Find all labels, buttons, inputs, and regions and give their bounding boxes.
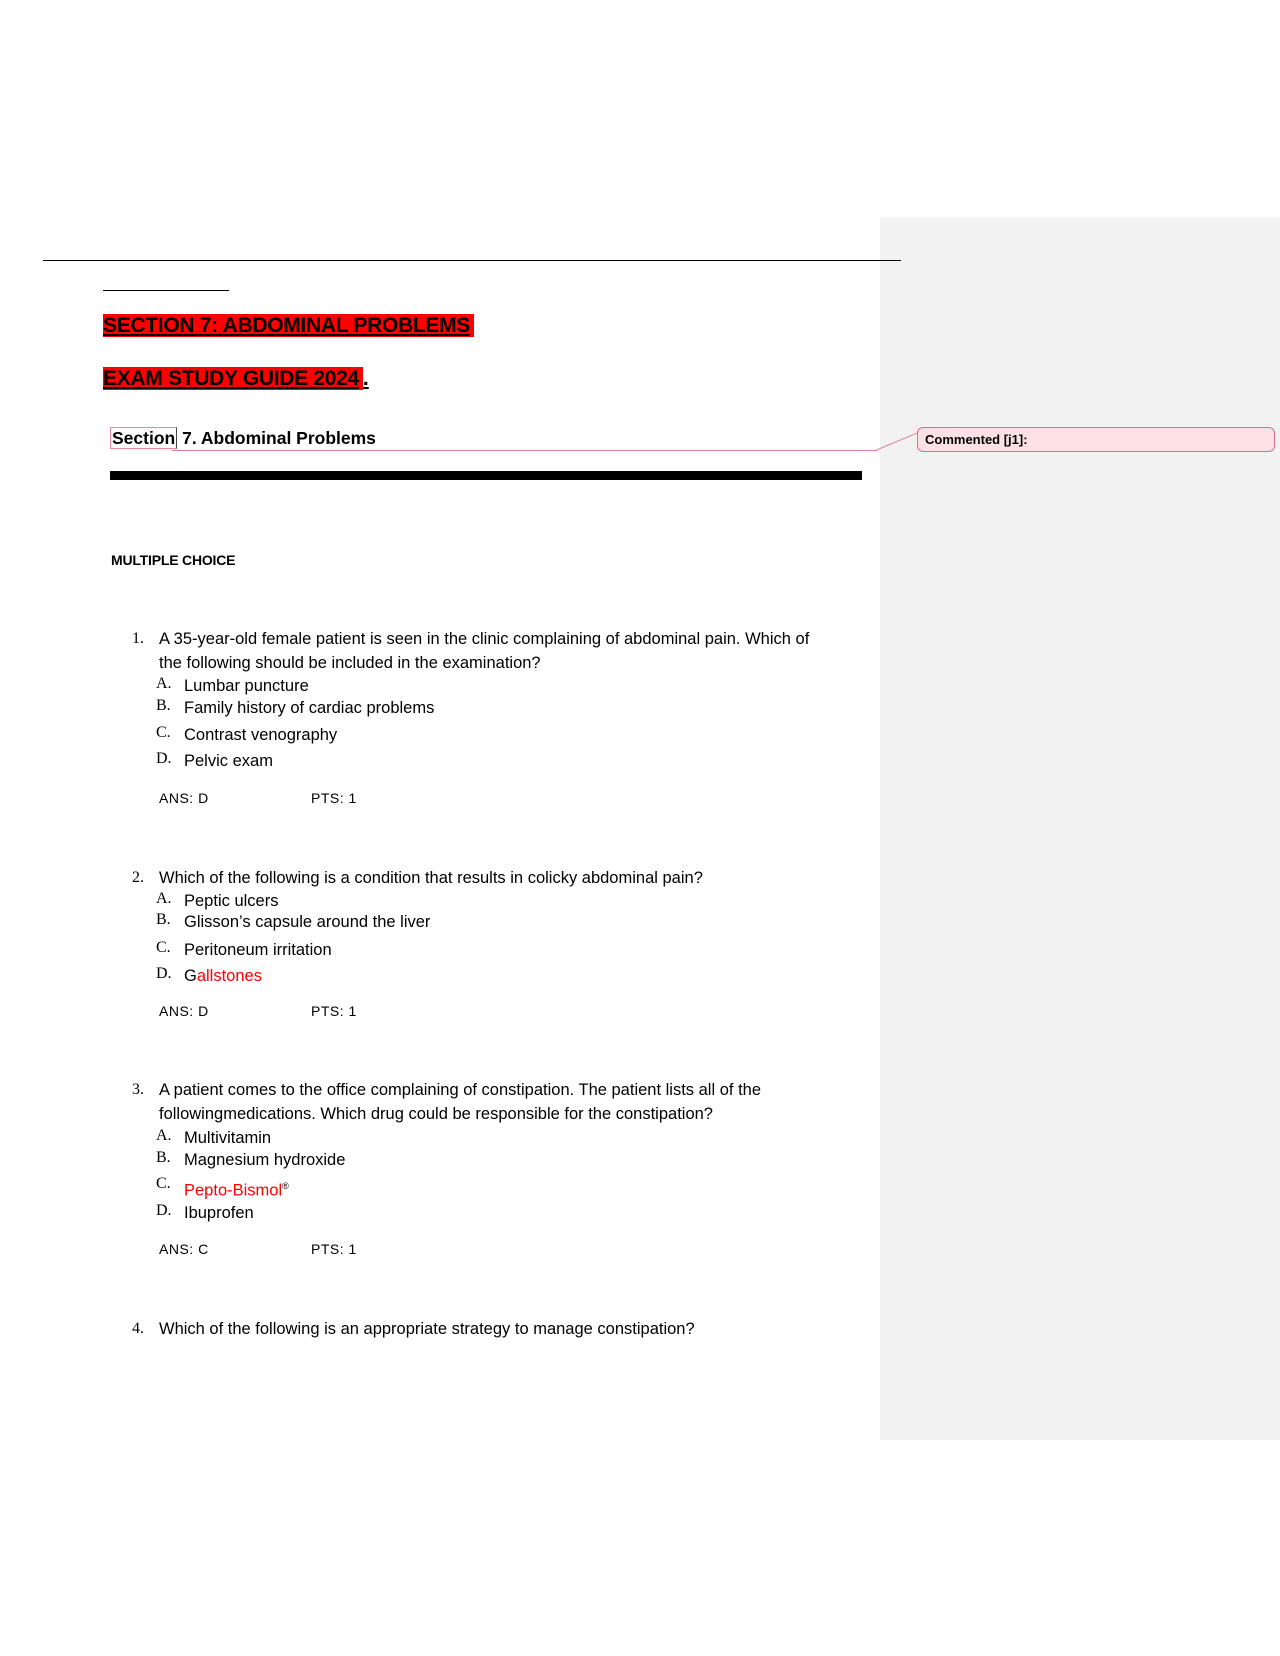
- question-number: 1.: [132, 630, 144, 647]
- answer-key: ANS: D: [159, 790, 209, 806]
- answer-key: ANS: C: [159, 1241, 209, 1257]
- question-text: the following should be included in the examination?: [159, 654, 541, 672]
- option-letter: C.: [156, 939, 171, 956]
- question-text: Which of the following is a condition that results in colicky abdominal pain?: [159, 869, 703, 887]
- option-letter: A.: [156, 1127, 172, 1144]
- option-text: Pelvic exam: [184, 752, 273, 770]
- option-letter: D.: [156, 1202, 172, 1219]
- short-rule: [103, 290, 229, 291]
- option-text: [184, 1174, 289, 1203]
- question-text: Which of the following is an appropriate strategy to manage constipation?: [159, 1320, 695, 1338]
- section-heading-rest: 7. Abdominal Problems: [177, 428, 376, 448]
- comment-label: Commented [j1]:: [925, 432, 1028, 447]
- title-line-1: [103, 313, 474, 339]
- question-text: A patient comes to the office complaining of constipation. The patient lists all of the: [159, 1081, 762, 1099]
- section-heading-commented-word[interactable]: Section: [112, 428, 176, 448]
- points: PTS: 1: [311, 1241, 357, 1257]
- option-text: Magnesium hydroxide: [184, 1151, 346, 1169]
- option-letter: B.: [156, 911, 171, 928]
- option-letter: C.: [156, 724, 171, 741]
- section-divider-bar: [110, 471, 862, 480]
- option-text: Peritoneum irritation: [184, 941, 332, 959]
- title-period: .: [362, 367, 369, 390]
- question-number: 3.: [132, 1081, 144, 1098]
- option-letter: C.: [156, 1175, 171, 1192]
- points: PTS: 1: [311, 1003, 357, 1019]
- points: PTS: 1: [311, 790, 357, 806]
- option-text: Lumbar puncture: [184, 677, 309, 695]
- question-number: 4.: [132, 1320, 144, 1337]
- option-text: [184, 964, 262, 988]
- option-text: Contrast venography: [184, 726, 338, 744]
- multiple-choice-heading: MULTIPLE CHOICE: [111, 552, 236, 568]
- option-letter: D.: [156, 965, 172, 982]
- registered-mark: ®: [282, 1181, 289, 1191]
- option-text-red: Pepto-Bismol: [184, 1181, 283, 1200]
- option-letter: B.: [156, 1149, 171, 1166]
- question-number: 2.: [132, 869, 144, 886]
- answer-key: ANS: D: [159, 1003, 209, 1019]
- option-text: Ibuprofen: [184, 1204, 254, 1222]
- question-text: A 35-year-old female patient is seen in the clinic complaining of abdominal pain. Which of: [159, 630, 810, 648]
- comment-connector: [874, 430, 922, 452]
- comment-anchor-line: [172, 450, 877, 451]
- title-line-2: [103, 366, 369, 392]
- title-highlight-2: EXAM STUDY GUIDE 2024: [103, 367, 363, 390]
- title-highlight-1: SECTION 7: ABDOMINAL PROBLEMS: [103, 314, 474, 337]
- question-text: followingmedications. Which drug could be responsible for the constipation?: [159, 1105, 713, 1123]
- option-text: Multivitamin: [184, 1129, 272, 1147]
- option-text: Family history of cardiac problems: [184, 699, 435, 717]
- header-rule: [43, 260, 901, 261]
- option-text: Peptic ulcers: [184, 892, 279, 910]
- section-heading: [110, 428, 376, 449]
- option-text-red: allstones: [196, 967, 262, 985]
- option-text: Glisson’s capsule around the liver: [184, 913, 431, 931]
- option-letter: B.: [156, 697, 171, 714]
- option-letter: A.: [156, 890, 172, 907]
- comment-margin-pane: [880, 217, 1280, 1440]
- option-letter: D.: [156, 750, 172, 767]
- option-text-plain: G: [184, 967, 197, 985]
- comment-balloon[interactable]: [917, 427, 1275, 452]
- option-letter: A.: [156, 675, 172, 692]
